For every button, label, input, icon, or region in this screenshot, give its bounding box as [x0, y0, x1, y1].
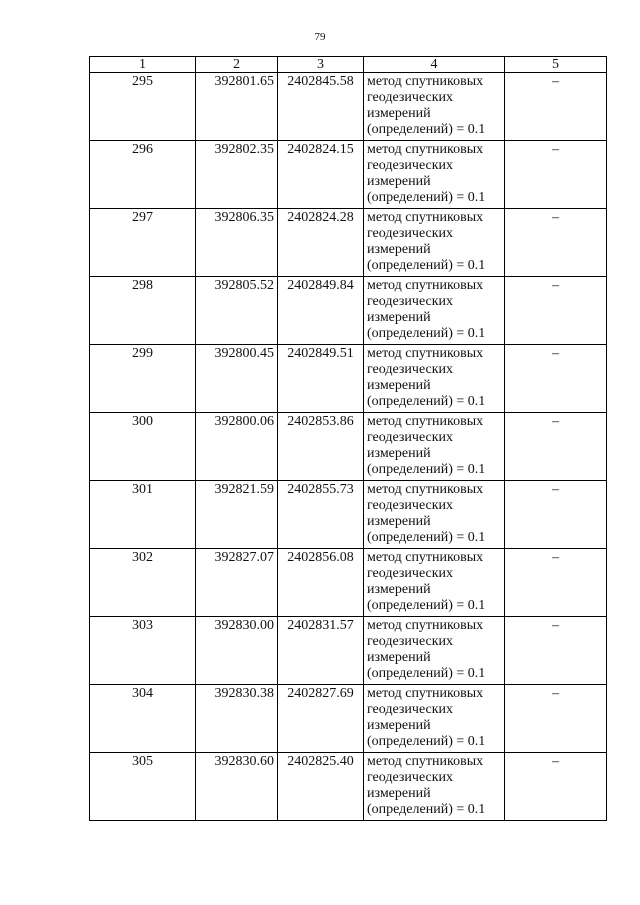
point-number: 303 — [90, 617, 196, 685]
x-coordinate: 392830.00 — [196, 617, 278, 685]
x-coordinate: 392821.59 — [196, 481, 278, 549]
header-col-5: 5 — [505, 57, 607, 73]
method-description: метод спутниковых геодезических измерений (определений) = 0.1 — [364, 617, 505, 685]
header-col-2: 2 — [196, 57, 278, 73]
table-row — [90, 685, 607, 753]
table-row — [90, 277, 607, 345]
note-cell: – — [505, 685, 607, 753]
header-col-4: 4 — [364, 57, 505, 73]
point-number: 295 — [90, 73, 196, 141]
table-body — [90, 73, 607, 821]
point-number: 301 — [90, 481, 196, 549]
note-cell: – — [505, 73, 607, 141]
x-coordinate: 392806.35 — [196, 209, 278, 277]
table-row — [90, 141, 607, 209]
table-row — [90, 73, 607, 141]
x-coordinate: 392805.52 — [196, 277, 278, 345]
y-coordinate: 2402856.08 — [278, 549, 364, 617]
note-cell: – — [505, 345, 607, 413]
x-coordinate: 392800.06 — [196, 413, 278, 481]
note-cell: – — [505, 209, 607, 277]
table-row — [90, 413, 607, 481]
method-description: метод спутниковых геодезических измерений (определений) = 0.1 — [364, 753, 505, 821]
method-description: метод спутниковых геодезических измерений (определений) = 0.1 — [364, 685, 505, 753]
point-number: 302 — [90, 549, 196, 617]
method-description: метод спутниковых геодезических измерений (определений) = 0.1 — [364, 209, 505, 277]
table-row — [90, 753, 607, 821]
x-coordinate: 392800.45 — [196, 345, 278, 413]
y-coordinate: 2402845.58 — [278, 73, 364, 141]
point-number: 304 — [90, 685, 196, 753]
note-cell: – — [505, 141, 607, 209]
note-cell: – — [505, 277, 607, 345]
note-cell: – — [505, 481, 607, 549]
method-description: метод спутниковых геодезических измерений (определений) = 0.1 — [364, 549, 505, 617]
y-coordinate: 2402824.15 — [278, 141, 364, 209]
table-row — [90, 481, 607, 549]
y-coordinate: 2402825.40 — [278, 753, 364, 821]
table-row — [90, 549, 607, 617]
header-col-3: 3 — [278, 57, 364, 73]
x-coordinate: 392801.65 — [196, 73, 278, 141]
table-header — [90, 57, 607, 73]
x-coordinate: 392827.07 — [196, 549, 278, 617]
y-coordinate: 2402827.69 — [278, 685, 364, 753]
header-col-1: 1 — [90, 57, 196, 73]
point-number: 300 — [90, 413, 196, 481]
x-coordinate: 392830.38 — [196, 685, 278, 753]
point-number: 299 — [90, 345, 196, 413]
point-number: 305 — [90, 753, 196, 821]
x-coordinate: 392830.60 — [196, 753, 278, 821]
y-coordinate: 2402849.84 — [278, 277, 364, 345]
header-row — [90, 57, 607, 73]
page-number: 79 — [314, 31, 326, 43]
y-coordinate: 2402855.73 — [278, 481, 364, 549]
method-description: метод спутниковых геодезических измерений (определений) = 0.1 — [364, 141, 505, 209]
y-coordinate: 2402831.57 — [278, 617, 364, 685]
method-description: метод спутниковых геодезических измерений (определений) = 0.1 — [364, 345, 505, 413]
table-row — [90, 345, 607, 413]
y-coordinate: 2402824.28 — [278, 209, 364, 277]
y-coordinate: 2402849.51 — [278, 345, 364, 413]
method-description: метод спутниковых геодезических измерений (определений) = 0.1 — [364, 73, 505, 141]
point-number: 297 — [90, 209, 196, 277]
note-cell: – — [505, 617, 607, 685]
y-coordinate: 2402853.86 — [278, 413, 364, 481]
point-number: 298 — [90, 277, 196, 345]
method-description: метод спутниковых геодезических измерений (определений) = 0.1 — [364, 277, 505, 345]
note-cell: – — [505, 753, 607, 821]
x-coordinate: 392802.35 — [196, 141, 278, 209]
point-number: 296 — [90, 141, 196, 209]
method-description: метод спутниковых геодезических измерений (определений) = 0.1 — [364, 481, 505, 549]
coordinates-table — [89, 56, 607, 821]
note-cell: – — [505, 413, 607, 481]
method-description: метод спутниковых геодезических измерений (определений) = 0.1 — [364, 413, 505, 481]
table-row — [90, 209, 607, 277]
table-row — [90, 617, 607, 685]
note-cell: – — [505, 549, 607, 617]
